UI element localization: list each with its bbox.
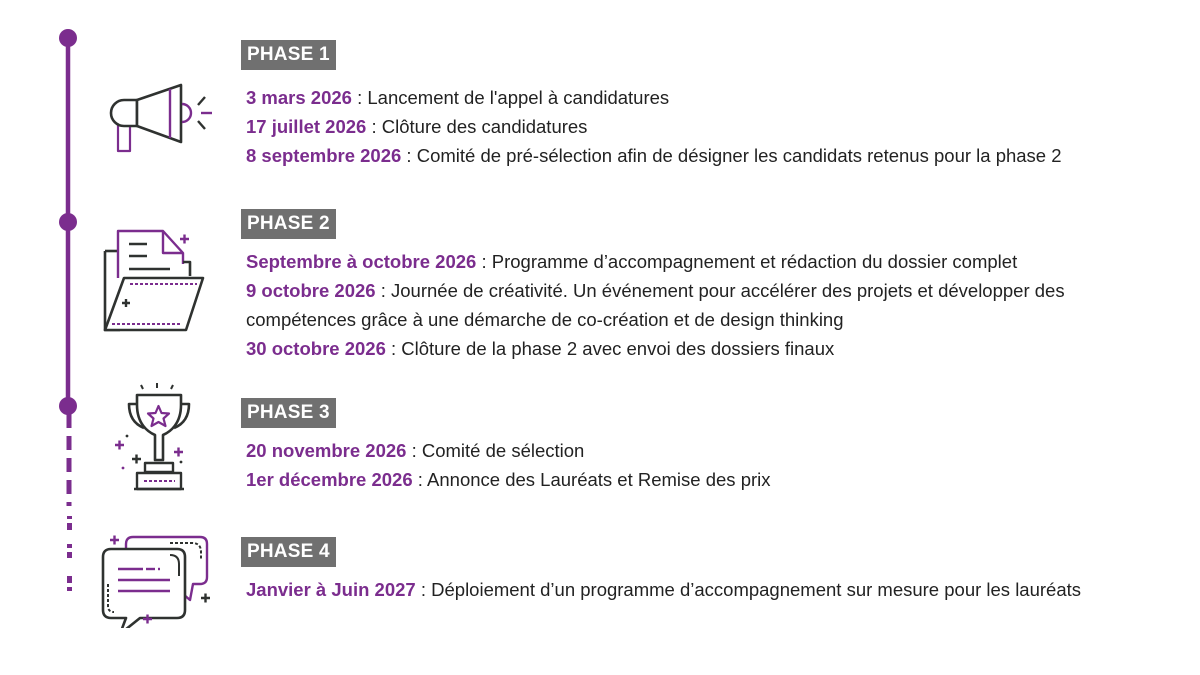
- item-date: 30 octobre 2026: [246, 338, 386, 359]
- timeline-node-phase-3: [59, 397, 77, 415]
- phase-2-section: [241, 209, 1126, 363]
- megaphone-icon: [98, 82, 218, 158]
- item-text: Clôture des candidatures: [381, 116, 588, 137]
- phase-1-item: [241, 141, 1062, 170]
- item-date: 9 octobre 2026: [246, 280, 376, 301]
- item-text: Lancement de l'appel à candidatures: [367, 87, 670, 108]
- separator: :: [366, 116, 382, 137]
- separator: :: [375, 280, 391, 301]
- phase-1-section: [241, 40, 1062, 170]
- timeline-node-phase-2: [59, 213, 77, 231]
- item-text: Programme d’accompagnement et rédaction du dossier complet: [491, 251, 1018, 272]
- phase-3-section: [241, 398, 771, 494]
- phase-2-item: [241, 334, 1126, 363]
- chat-bubbles-icon: [100, 532, 216, 628]
- separator: :: [415, 579, 432, 600]
- phase-badge: PHASE 2: [241, 209, 336, 239]
- separator: :: [412, 469, 428, 490]
- phase-4-item: [241, 575, 1081, 604]
- item-date: Septembre à octobre 2026: [246, 251, 477, 272]
- separator: :: [406, 440, 422, 461]
- item-date: 17 juillet 2026: [246, 116, 367, 137]
- separator: :: [476, 251, 492, 272]
- item-text: Comité de pré-sélection afin de désigner les candidats retenus pour la phase 2: [416, 145, 1062, 166]
- phase-1-item: [241, 112, 1062, 141]
- item-date: 1er décembre 2026: [246, 469, 413, 490]
- phase-2-item: [241, 247, 1126, 276]
- phase-2-item: [241, 276, 1126, 334]
- separator: :: [401, 145, 417, 166]
- phase-badge: PHASE 1: [241, 40, 336, 70]
- separator: :: [385, 338, 402, 359]
- phase-4-section: [241, 537, 1081, 604]
- item-date: 20 novembre 2026: [246, 440, 407, 461]
- phase-3-item: [241, 465, 771, 494]
- phase-badge: PHASE 3: [241, 398, 336, 428]
- item-date: Janvier à Juin 2027: [246, 579, 416, 600]
- item-text: Clôture de la phase 2 avec envoi des dossiers finaux: [401, 338, 835, 359]
- item-date: 3 mars 2026: [246, 87, 352, 108]
- trophy-icon: [110, 380, 196, 492]
- item-date: 8 septembre 2026: [246, 145, 402, 166]
- folder-document-icon: [100, 228, 210, 334]
- timeline-node-phase-1: [59, 29, 77, 47]
- item-text: Comité de sélection: [421, 440, 585, 461]
- phase-3-item: [241, 436, 771, 465]
- item-text: Déploiement d’un programme d’accompagnement sur mesure pour les lauréats: [431, 579, 1082, 600]
- separator: :: [351, 87, 368, 108]
- phase-badge: PHASE 4: [241, 537, 336, 567]
- phase-1-item: [241, 83, 1062, 112]
- item-text: Journée de créativité. Un événement pour accélérer des projets et développer des compétences grâce à une démarche de co-création et de design thinking: [246, 280, 1065, 330]
- item-text: Annonce des Lauréats et Remise des prix: [427, 469, 771, 490]
